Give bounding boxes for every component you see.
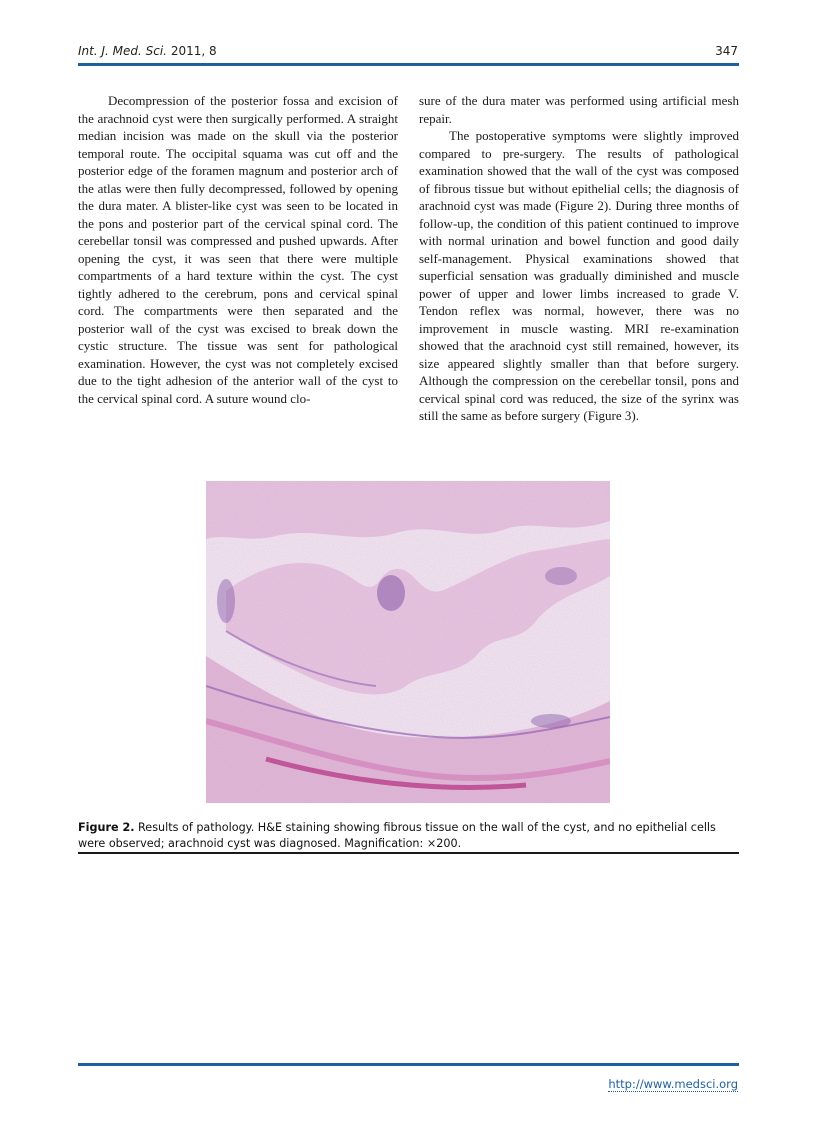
journal-name: Int. J. Med. Sci.: [78, 44, 167, 58]
paragraph-postoperative: The postoperative symptoms were slightly improved compared to pre-surgery. The results of pathological examination showed that the wall of the cyst was composed of fibrous tissue but without epithelial cells; the diagnosis of arachnoid cyst was made (Figure 2). During three months of follow-up, the condition of this patient continued to improve with normal urination and bowel function and good daily self-management. Physical examinations showed that superficial sensation was gradually diminished and muscle power of upper and lower limbs increased to grade V. Tendon reflex was normal, however, there was no improvement in muscle wasting. MRI re-examination showed that the arachnoid cyst still remained, however, its size appeared slightly smaller than that before surgery. Although the compression on the cerebellar tonsil, pons and cervical spinal cord was reduced, the size of the syrinx was still the same as before surgery (Figure 3).: [419, 128, 739, 423]
right-column: [419, 92, 739, 425]
figure-caption-text: Results of pathology. H&E staining showing fibrous tissue on the wall of the cyst, and no epithelial cells were observed; arachnoid cyst was diagnosed. Magnification: ×200.: [78, 821, 716, 850]
journal-citation: [78, 44, 217, 58]
he-stain-micrograph: [206, 481, 610, 803]
running-header: [78, 38, 738, 60]
header-rule: [78, 63, 739, 66]
histology-figure: [206, 481, 610, 803]
paragraph-continuation: sure of the dura mater was performed using artificial mesh repair.: [419, 93, 739, 126]
journal-year-volume: 2011, 8: [167, 44, 217, 58]
journal-website-link[interactable]: http://www.medsci.org: [608, 1077, 738, 1091]
footer-rule: [78, 1063, 739, 1066]
stain-texture: [206, 481, 610, 803]
figure-label: Figure 2.: [78, 821, 135, 834]
page-number: 347: [715, 44, 738, 58]
caption-rule: [78, 852, 739, 854]
left-column: [78, 92, 398, 407]
paragraph-surgery: Decompression of the posterior fossa and excision of the arachnoid cyst were then surgically performed. A straight median incision was made on the skull via the posterior temporal route. The occipital squama was cut off and the posterior edge of the foramen magnum and posterior arch of the atlas were then fully decompressed, followed by opening the dura mater. A blister-like cyst was seen to be located in the pons and posterior part of the cervical spinal cord. The cerebellar tonsil was compressed and pushed upwards. After opening the cyst, it was seen that there were multiple compartments of a hard texture within the cyst. The cyst tightly adhered to the cerebrum, pons and cervical spinal cord. The compartments were then separated and the posterior wall of the cyst was excised to break down the cystic structure. The tissue was sent for pathological examination. However, the cyst was not completely excised due to the tight adhesion of the anterior wall of the cyst to the cervical spinal cord. A suture wound clo-: [78, 93, 398, 406]
figure-caption: [78, 820, 739, 851]
